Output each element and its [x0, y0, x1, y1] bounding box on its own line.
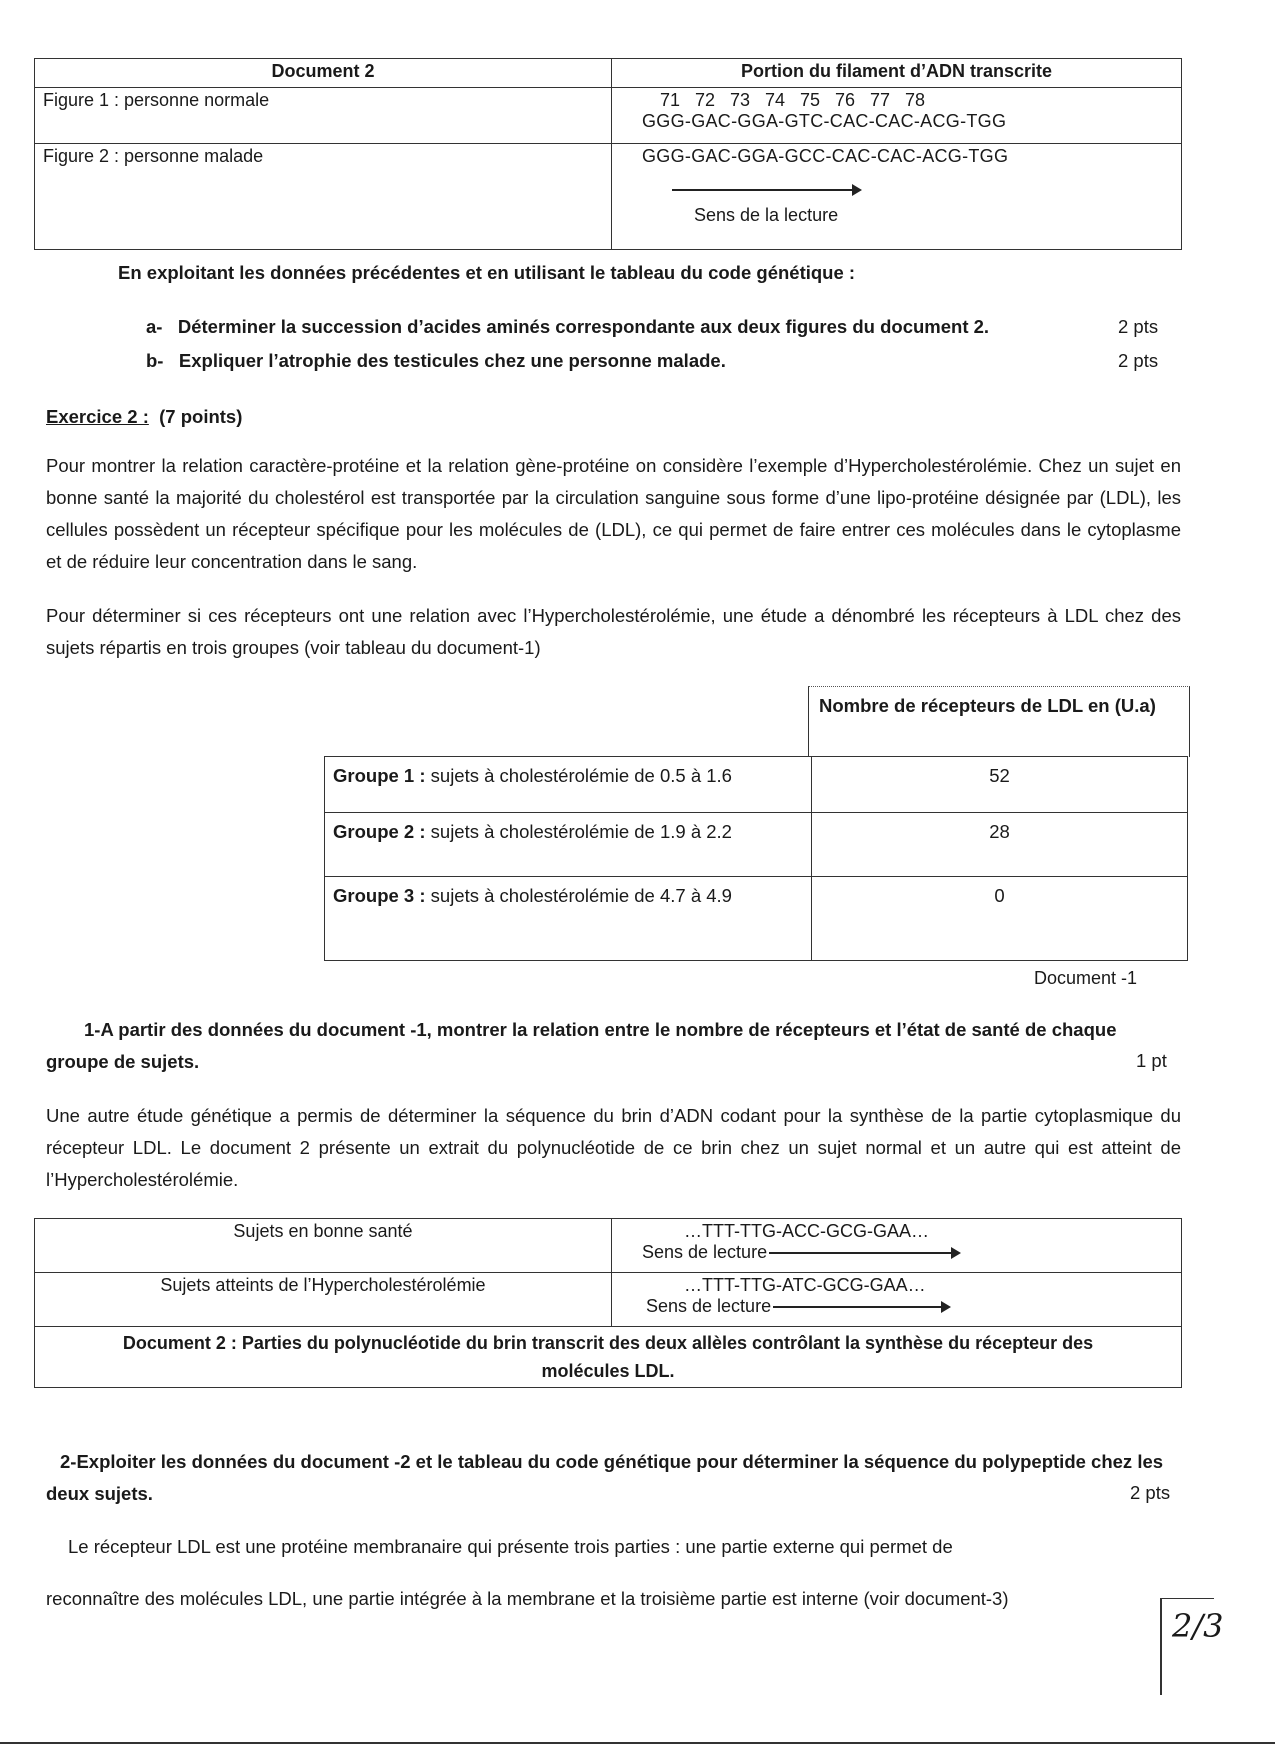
group2-label: Groupe 2 : [333, 821, 426, 842]
intro-instruction: En exploitant les données précédentes et en utilisant le tableau du code génétique : [118, 262, 856, 283]
position-75: 75 [800, 90, 821, 110]
group1-value: 52 [812, 757, 1188, 813]
paragraph-4-line-1: Le récepteur LDL est une protéine membranaire qui présente trois parties : une partie externe qui permet de [68, 1536, 953, 1557]
question-b-points: 2 pts [1118, 350, 1159, 371]
healthy-reading-label: Sens de lecture [642, 1242, 768, 1262]
fig2-label: Figure 2 : personne malade [35, 144, 612, 250]
question-1: 1-A partir des données du document -1, montrer la relation entre le nombre de récepteurs et l’état de santé de chaque groupe de sujets. [46, 1019, 1117, 1072]
healthy-sequence: …TTT-TTG-ACC-GCG-GAA… [684, 1221, 929, 1241]
paragraph-3: Une autre étude génétique a permis de déterminer la séquence du brin d’ADN codant pour la synthèse de la partie cytoplasmique du récepteur LDL. Le document 2 présente un extrait du polynucléotide de ce brin chez un sujet normal et un autre qui est atteint de l’Hypercholestérolémie. [46, 1105, 1181, 1190]
doc2-table [34, 58, 1182, 250]
affected-reading-label: Sens de lecture [646, 1296, 772, 1316]
group1-desc: sujets à cholestérolémie de 0.5 à 1.6 [425, 765, 732, 786]
doc1-table [324, 756, 1188, 961]
doc2b-table [34, 1218, 1182, 1388]
exercise2-paragraph-1: Pour montrer la relation caractère-protéine et la relation gène-protéine on considère l’exemple d’Hypercholestérolémie. Chez un sujet en bonne santé la majorité du cholestérol est transportée par la circulation sanguine sous forme d’une lipo-protéine désignée par (LDL), les cellules possèdent un récepteur spécifique pour les molécules de (LDL), ce qui permet de faire entrer ces molécules dans le cytoplasme et de réduire leur concentration dans le sang. [46, 455, 1181, 572]
position-78: 78 [905, 90, 926, 110]
bottom-rule [0, 1742, 1275, 1744]
position-73: 73 [730, 90, 751, 110]
question-2: 2-Exploiter les données du document -2 et le tableau du code génétique pour déterminer la séquence du polypeptide chez les deux sujets. [46, 1451, 1164, 1504]
page-number-box [1160, 1598, 1224, 1695]
question-a-text: Déterminer la succession d’acides aminés correspondante aux deux figures du document 2. [177, 316, 990, 337]
reading-direction-arrow [672, 189, 860, 191]
group1-cell [325, 757, 812, 813]
question-b-text: Expliquer l’atrophie des testicules chez une personne malade. [178, 350, 726, 371]
question-a-letter: a- [146, 316, 163, 337]
codon-positions [642, 90, 1173, 111]
group3-cell [325, 877, 812, 961]
position-72: 72 [695, 90, 716, 110]
fig2-sequence: GGG-GAC-GGA-GCC-CAC-CAC-ACG-TGG [642, 146, 1009, 166]
exercise2-title: Exercice 2 : [46, 406, 149, 427]
doc2b-caption: Document 2 : Parties du polynucléotide du brin transcrit des deux allèles contrôlant la synthèse du récepteur des molécules LDL. [35, 1327, 1182, 1388]
doc1-header-cell [808, 686, 1190, 757]
doc1-header: Nombre de récepteurs de LDL en (U.a) [819, 695, 1156, 716]
affected-subjects-label: Sujets atteints de l’Hypercholestérolémie [35, 1273, 612, 1327]
fig1-sequence: GGG-GAC-GGA-GTC-CAC-CAC-ACG-TGG [642, 111, 1007, 131]
question-1-points: 1 pt [1136, 1050, 1167, 1071]
question-b-letter: b- [146, 350, 164, 371]
question-a [146, 316, 989, 338]
group2-value: 28 [812, 813, 1188, 877]
doc1-caption: Document -1 [1034, 968, 1138, 988]
healthy-subjects-label: Sujets en bonne santé [35, 1219, 612, 1273]
group2-cell [325, 813, 812, 877]
page-number: 2/3 [1172, 1607, 1224, 1645]
group3-value: 0 [812, 877, 1188, 961]
position-76: 76 [835, 90, 856, 110]
exercise2-heading [46, 406, 242, 428]
question-2-points: 2 pts [1130, 1482, 1171, 1503]
affected-reading-arrow [773, 1306, 949, 1308]
doc2-header-left: Document 2 [35, 59, 612, 88]
group3-label: Groupe 3 : [333, 885, 426, 906]
group1-label: Groupe 1 : [333, 765, 426, 786]
healthy-reading-arrow [769, 1252, 959, 1254]
affected-sequence: …TTT-TTG-ATC-GCG-GAA… [684, 1275, 926, 1295]
doc2-header-right: Portion du filament d’ADN transcrite [612, 59, 1182, 88]
group3-desc: sujets à cholestérolémie de 4.7 à 4.9 [425, 885, 732, 906]
affected-reading-direction [642, 1296, 1173, 1317]
position-77: 77 [870, 90, 891, 110]
position-71: 71 [660, 90, 681, 110]
question-a-points: 2 pts [1118, 316, 1159, 337]
reading-direction-label: Sens de la lecture [694, 205, 839, 225]
fig1-label: Figure 1 : personne normale [35, 88, 612, 144]
question-b [146, 350, 726, 372]
exercise2-paragraph-2: Pour déterminer si ces récepteurs ont une relation avec l’Hypercholestérolémie, une étude a dénombré les récepteurs à LDL chez des sujets répartis en trois groupes (voir tableau du document-1) [46, 605, 1181, 658]
paragraph-4-line-2: reconnaître des molécules LDL, une partie intégrée à la membrane et la troisième partie est interne (voir document-3) [46, 1588, 1009, 1609]
healthy-reading-direction [642, 1242, 1173, 1263]
position-74: 74 [765, 90, 786, 110]
group2-desc: sujets à cholestérolémie de 1.9 à 2.2 [425, 821, 732, 842]
exercise2-points: (7 points) [159, 406, 243, 427]
